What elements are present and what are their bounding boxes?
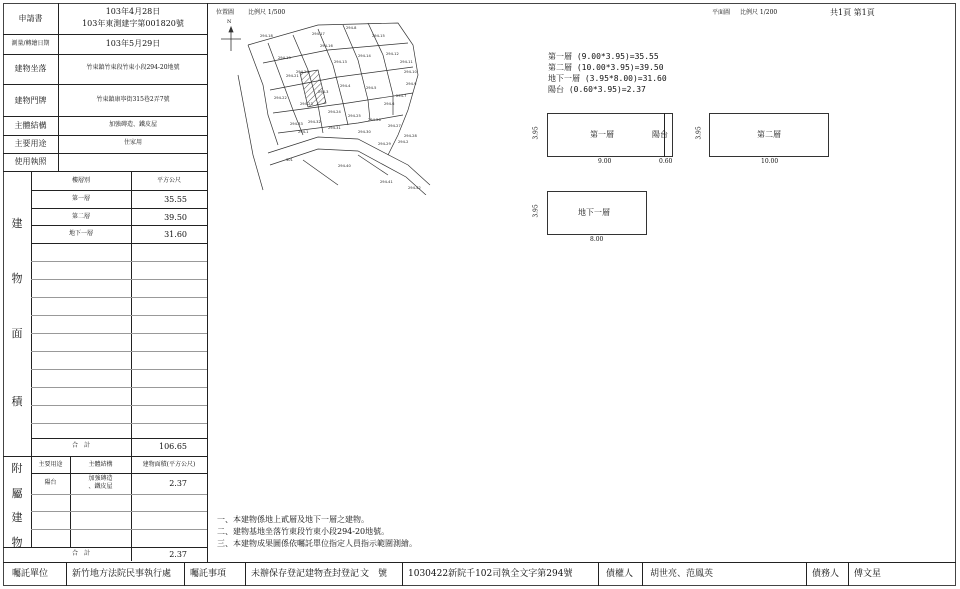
parcel-label: 294-29 — [378, 142, 391, 146]
parcel-label: 294-20 — [296, 70, 309, 74]
row-label-location: 建物坐落 — [14, 64, 47, 73]
area-side-label-4: 積 — [11, 395, 23, 408]
floor-first-extra-width: 0.60 — [659, 158, 673, 165]
note-2: 二、建物基地坐落竹東段竹東小段294-20地號。 — [217, 527, 390, 536]
row-value-survey-date: 103年5月29日 — [105, 39, 161, 48]
parcel-label: 294-12 — [386, 52, 399, 56]
row-value-address: 竹東鎮康寧街315巷2弄7號 — [96, 96, 170, 103]
area-header-floor: 樓層別 — [71, 177, 90, 184]
north-arrow-icon — [221, 27, 241, 51]
attached-header-use: 主要用途 — [38, 461, 63, 468]
parcel-label: 294-7 — [396, 94, 407, 98]
parcel-label: 294-2 — [398, 140, 409, 144]
parcel-label: 294-41 — [380, 180, 393, 184]
entrust-unit-value: 新竹地方法院民事執行處 — [72, 569, 172, 579]
parcel-label: 294-8 — [346, 26, 357, 30]
row-value-usage: 住家用 — [123, 139, 142, 146]
calc-line-2: 第二層 (10.00*3.95)=39.50 — [548, 63, 664, 72]
attached-side-label-2: 屬 — [11, 487, 23, 500]
floor-basement-name: 地下一層 — [578, 208, 610, 217]
floor-plan-title: 平面圖 — [712, 9, 731, 16]
attached-side-label-1: 附 — [11, 462, 23, 475]
parcel-label: 294-27 — [388, 124, 401, 128]
parcel-label: 294-10 — [404, 70, 417, 74]
floor-first-extra: 陽台 — [652, 130, 668, 139]
floor-name-1: 第一層 — [71, 195, 90, 202]
floor-second-width: 10.00 — [761, 158, 779, 165]
calc-line-4: 陽台 (0.60*3.95)=2.37 — [548, 85, 646, 94]
parcel-label: 294-22 — [274, 96, 287, 100]
parcel-label: 294-17 — [312, 32, 325, 36]
location-map-scale: 比例尺 1/500 — [248, 9, 286, 16]
floor-second-height: 3.95 — [695, 126, 703, 140]
parcel-label: 294-11 — [400, 60, 413, 64]
north-label: N — [227, 19, 232, 25]
area-total-label: 合 計 — [71, 442, 90, 449]
floor-name-2: 第二層 — [71, 213, 90, 220]
row-label-usage: 主要用途 — [14, 139, 47, 148]
calc-line-1: 第一層 (9.00*3.95)=35.55 — [548, 52, 659, 61]
row-label-address: 建物門牌 — [14, 96, 47, 105]
floor-name-3: 地下一層 — [68, 230, 93, 237]
floor-first-height: 3.95 — [532, 126, 540, 140]
area-side-label-3: 面 — [11, 327, 23, 340]
attached-use-1: 陽台 — [44, 479, 57, 486]
parcel-label: 294-13 — [334, 60, 347, 64]
parcel-label: 294-19 — [278, 56, 291, 60]
parcel-label: 294-23 — [300, 102, 313, 106]
attached-area-1: 2.37 — [169, 479, 187, 488]
entrust-matter-value: 未辦保存登記建物查封登記 — [251, 569, 360, 579]
parcel-label: 294-33 — [290, 122, 303, 126]
attached-total-label: 合 計 — [71, 550, 90, 557]
parcel-label: 294-31 — [328, 126, 341, 130]
location-map-title: 位置圖 — [216, 9, 235, 16]
parcel-label: 294-3 — [318, 90, 329, 94]
note-1: 一、本建物係地上貳層及地下一層之建物。 — [217, 515, 369, 524]
floor-plan-scale: 比例尺 1/200 — [740, 9, 778, 16]
parcel-label: 294-4 — [340, 84, 351, 88]
document-frame — [3, 3, 956, 586]
parcel-label: 294-28 — [404, 134, 417, 138]
area-header-unit: 平方公尺 — [156, 177, 181, 184]
parcel-label: 294-14 — [358, 54, 371, 58]
debtor-label: 債務人 — [812, 569, 840, 579]
doc-number: 1030422新院千102司執全文字第294號 — [408, 569, 573, 579]
row-label-permit: 使用執照 — [14, 157, 47, 166]
parcel-label: 294-30 — [358, 130, 371, 134]
floor-area-1: 35.55 — [164, 195, 187, 204]
floor-first-width: 9.00 — [598, 158, 612, 165]
row-label-application: 申請書 — [18, 14, 43, 23]
floor-second-name: 第二層 — [757, 130, 781, 139]
parcel-label: 294-42 — [408, 186, 421, 190]
parcel-label: 294-32 — [308, 120, 321, 124]
parcel-label: 294-25 — [348, 114, 361, 118]
row-value-application-date: 103年4月28日 — [105, 7, 161, 16]
note-3: 三、本建物成果圖係依囑託單位指定人員指示範圍測繪。 — [217, 539, 417, 548]
parcel-label: 294-15 — [372, 34, 385, 38]
attached-side-label-4: 物 — [11, 536, 23, 549]
parcel-label: 294-16 — [320, 44, 333, 48]
parcel-label: 294-9 — [406, 82, 417, 86]
attached-structure-1a: 加強磚造 — [88, 475, 113, 482]
row-value-structure: 加強磚造、鐵皮屋 — [108, 121, 157, 128]
attached-side-label-3: 建 — [11, 511, 23, 524]
floor-basement-height: 3.95 — [532, 204, 540, 218]
floor-first-name: 第一層 — [590, 130, 614, 139]
attached-header-area: 建物面積(平方公尺) — [142, 461, 196, 468]
attached-structure-1b: 、鐵皮屋 — [88, 483, 113, 490]
parcel-label: 294-6 — [384, 102, 395, 106]
area-total-value: 106.65 — [159, 442, 187, 451]
row-label-structure: 主體結構 — [14, 121, 47, 130]
parcel-label: 294-18 — [260, 34, 273, 38]
row-value-application-no: 103年東測建字第001820號 — [82, 19, 184, 28]
creditor-label: 債權人 — [606, 569, 634, 579]
attached-total-value: 2.37 — [169, 550, 187, 559]
parcel-label: 294-40 — [338, 164, 351, 168]
calc-line-3: 地下一層 (3.95*8.00)=31.60 — [548, 74, 667, 83]
parcel-label: 294-5 — [366, 86, 377, 90]
parcel-label: 294-1 — [298, 130, 309, 134]
attached-header-structure: 主體結構 — [88, 461, 113, 468]
entrust-matter-label: 囑託事項 — [190, 569, 227, 579]
area-side-label-1: 建 — [11, 217, 23, 230]
parcel-label: 294-24 — [328, 110, 341, 114]
parcel-label: 294-26 — [368, 118, 381, 122]
row-value-location: 竹東鎮竹東段竹東小段294-20地號 — [86, 64, 180, 71]
doc-label: 文 號 — [360, 569, 388, 579]
parcel-label: 301 — [286, 158, 293, 162]
page-count: 共1頁 第1頁 — [830, 8, 875, 17]
floor-area-2: 39.50 — [164, 213, 187, 222]
area-side-label-2: 物 — [11, 272, 23, 285]
entrust-unit-label: 囑託單位 — [12, 569, 49, 579]
parcel-label: 294-21 — [286, 74, 299, 78]
debtor-value: 傅文星 — [854, 569, 882, 579]
creditor-value: 胡世亮、范鳳英 — [650, 569, 714, 579]
location-map-svg — [208, 15, 438, 195]
row-label-survey-date: 測量/轉繪日期 — [11, 40, 50, 47]
floor-area-3: 31.60 — [164, 230, 187, 239]
floor-basement-width: 8.00 — [590, 236, 604, 243]
